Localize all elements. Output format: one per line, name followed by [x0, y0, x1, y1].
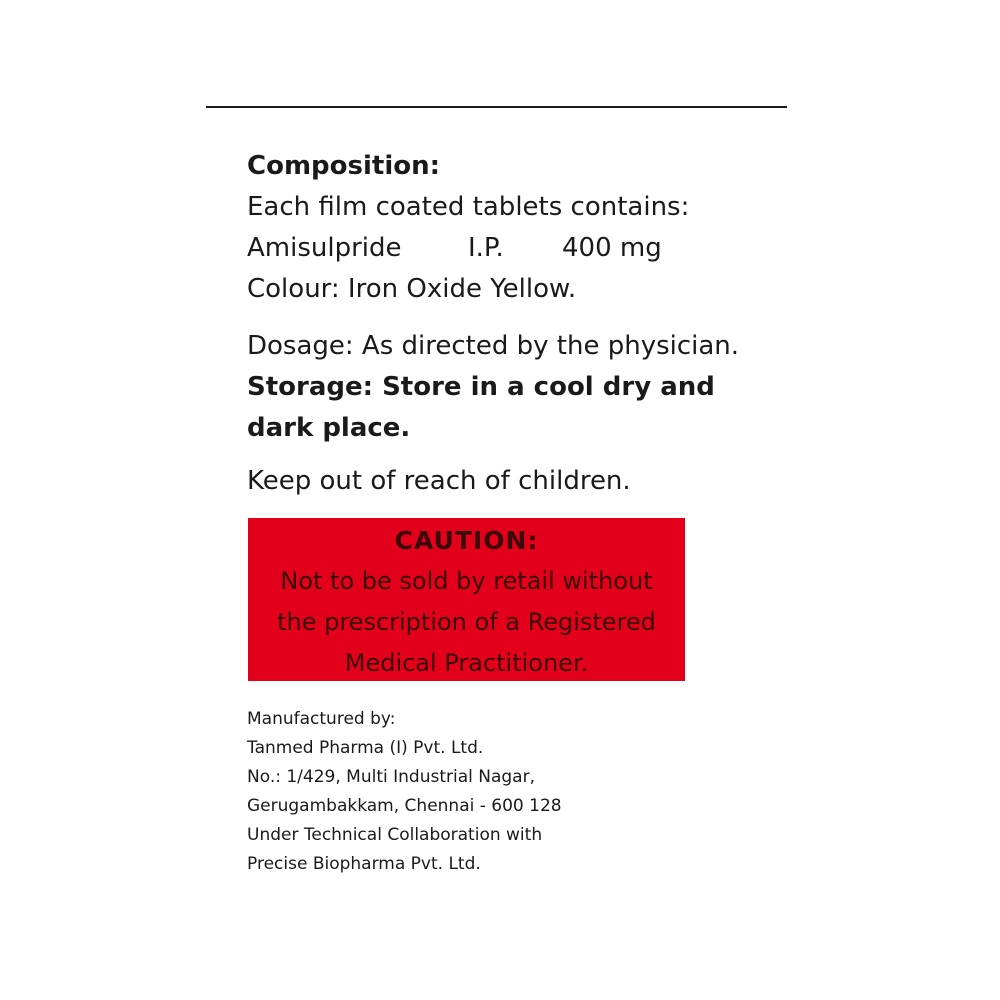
composition-section [247, 146, 807, 310]
collaboration-note: Under Technical Collaboration with [247, 825, 543, 845]
storage-text: Storage: Store in a cool dry and dark place. [247, 372, 715, 443]
caution-line: the prescription of a Registered [277, 608, 656, 636]
ingredient-standard: I.P. [468, 233, 504, 263]
dosage-text: Dosage: As directed by the physician. [247, 331, 740, 361]
caution-line: Not to be sold by retail without [280, 567, 653, 595]
manufacturer-address: Gerugambakkam, Chennai - 600 128 [247, 796, 562, 816]
dosage-storage-section [247, 326, 807, 449]
ingredient-quantity: 400 mg [562, 233, 662, 263]
manufacturer-name: Tanmed Pharma (I) Pvt. Ltd. [247, 738, 484, 758]
keep-out-warning: Keep out of reach of children. [247, 466, 631, 496]
manufacturer-label: Manufactured by: [247, 709, 396, 729]
caution-box [248, 518, 685, 681]
ingredient-name: Amisulpride [247, 233, 402, 263]
caution-title: CAUTION: [394, 526, 539, 555]
caution-line: Medical Practitioner. [344, 649, 589, 677]
composition-heading: Composition: [247, 151, 441, 181]
manufacturer-address: No.: 1/429, Multi Industrial Nagar, [247, 767, 535, 787]
composition-intro: Each film coated tablets contains: [247, 192, 690, 222]
colour-line: Colour: Iron Oxide Yellow. [247, 274, 577, 304]
collaborator-name: Precise Biopharma Pvt. Ltd. [247, 854, 481, 874]
manufacturer-section [247, 705, 562, 879]
top-divider [206, 106, 787, 108]
ingredient-row [247, 228, 807, 269]
